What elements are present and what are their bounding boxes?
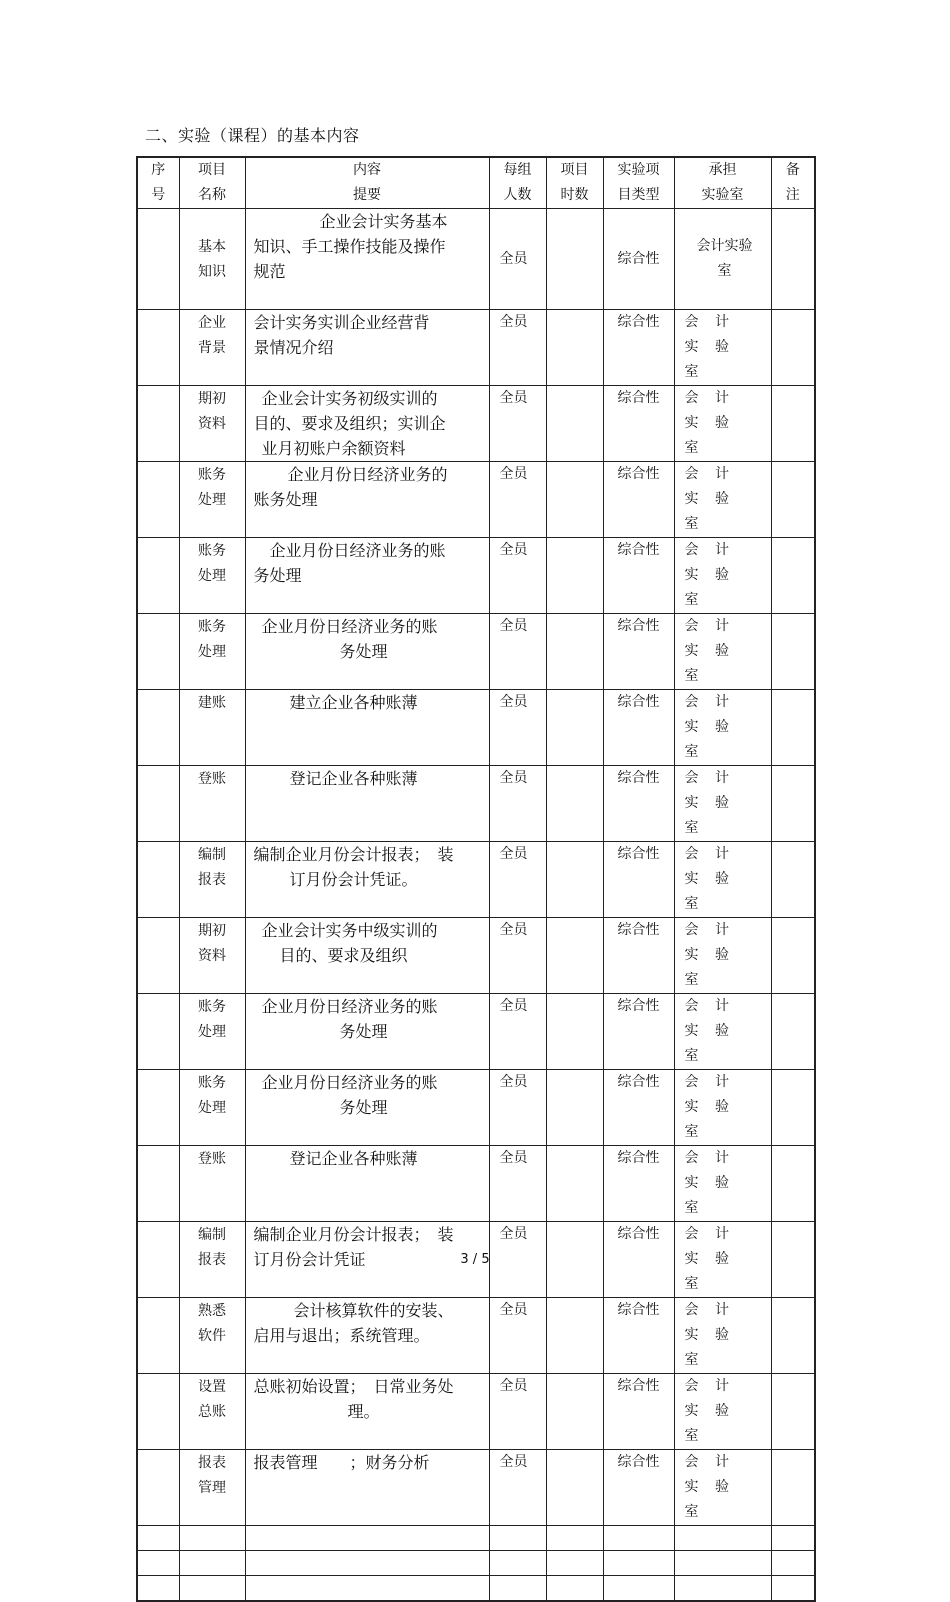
type-cell: 综合性: [603, 1298, 674, 1374]
table-row: [137, 1374, 815, 1450]
notes-cell: [771, 918, 815, 994]
table-row: [137, 1070, 815, 1146]
empty-cell: [771, 1576, 815, 1602]
header-row: [137, 157, 815, 209]
empty-cell: [674, 1551, 771, 1576]
group-size-cell: 全员: [489, 842, 546, 918]
table-row: [137, 538, 815, 614]
content-cell: 企业月份日经济业务的账 务处理: [245, 994, 489, 1070]
notes-cell: [771, 1070, 815, 1146]
notes-cell: [771, 766, 815, 842]
empty-cell: [245, 1551, 489, 1576]
type-cell: 综合性: [603, 462, 674, 538]
empty-cell: [546, 1526, 603, 1551]
header-lab: 承担 实验室: [674, 157, 771, 209]
item-name-cell: 企业 背景: [179, 310, 245, 386]
type-cell: 综合性: [603, 1146, 674, 1222]
hours-cell: [546, 994, 603, 1070]
item-name-cell: 期初 资料: [179, 386, 245, 462]
header-seq: 序 号: [137, 157, 179, 209]
item-name-cell: 编制 报表: [179, 1222, 245, 1298]
table-row: [137, 462, 815, 538]
empty-cell: [771, 1526, 815, 1551]
seq-cell: [137, 842, 179, 918]
notes-cell: [771, 209, 815, 310]
empty-row: [137, 1526, 815, 1551]
group-size-cell: 全员: [489, 209, 546, 310]
type-cell: 综合性: [603, 766, 674, 842]
type-cell: 综合性: [603, 614, 674, 690]
empty-cell: [245, 1576, 489, 1602]
group-size-cell: 全员: [489, 690, 546, 766]
content-cell: 企业月份日经济业务的账 务处理: [245, 1070, 489, 1146]
seq-cell: [137, 1450, 179, 1526]
empty-cell: [603, 1576, 674, 1602]
type-cell: 综合性: [603, 1070, 674, 1146]
group-size-cell: 全员: [489, 1298, 546, 1374]
notes-cell: [771, 1450, 815, 1526]
group-size-cell: 全员: [489, 1222, 546, 1298]
seq-cell: [137, 614, 179, 690]
content-cell: 编制企业月份会计报表； 装 订月份会计凭证。: [245, 842, 489, 918]
content-cell: 会计核算软件的安装、 启用与退出；系统管理。: [245, 1298, 489, 1374]
item-name-cell: 登账: [179, 766, 245, 842]
type-cell: 综合性: [603, 538, 674, 614]
table-row: [137, 386, 815, 462]
lab-cell: 会 计 实 验 室: [674, 614, 771, 690]
seq-cell: [137, 209, 179, 310]
hours-cell: [546, 538, 603, 614]
table-row: [137, 209, 815, 310]
experiment-content-table: [136, 156, 816, 1602]
item-name-cell: 编制 报表: [179, 842, 245, 918]
item-name-cell: 账务 处理: [179, 462, 245, 538]
content-cell: 总账初始设置； 日常业务处 理。: [245, 1374, 489, 1450]
hours-cell: [546, 1374, 603, 1450]
item-name-cell: 报表 管理: [179, 1450, 245, 1526]
notes-cell: [771, 1146, 815, 1222]
table-row: [137, 1298, 815, 1374]
content-cell: 报表管理 ；财务分析: [245, 1450, 489, 1526]
table-row: [137, 614, 815, 690]
empty-cell: [674, 1576, 771, 1602]
empty-cell: [489, 1576, 546, 1602]
empty-cell: [179, 1576, 245, 1602]
hours-cell: [546, 1450, 603, 1526]
type-cell: 综合性: [603, 1450, 674, 1526]
hours-cell: [546, 1070, 603, 1146]
lab-cell: 会 计 实 验 室: [674, 1374, 771, 1450]
empty-cell: [489, 1526, 546, 1551]
table-row: [137, 766, 815, 842]
hours-cell: [546, 1146, 603, 1222]
content-cell: 登记企业各种账薄: [245, 766, 489, 842]
lab-cell: 会 计 实 验 室: [674, 1146, 771, 1222]
notes-cell: [771, 538, 815, 614]
notes-cell: [771, 1298, 815, 1374]
group-size-cell: 全员: [489, 1450, 546, 1526]
table-row: [137, 310, 815, 386]
empty-cell: [674, 1526, 771, 1551]
item-name-cell: 期初 资料: [179, 918, 245, 994]
table-row: [137, 994, 815, 1070]
empty-cell: [179, 1551, 245, 1576]
header-notes: 备 注: [771, 157, 815, 209]
header-item-name: 项目 名称: [179, 157, 245, 209]
type-cell: 综合性: [603, 1374, 674, 1450]
item-name-cell: 账务 处理: [179, 538, 245, 614]
type-cell: 综合性: [603, 1222, 674, 1298]
seq-cell: [137, 310, 179, 386]
hours-cell: [546, 209, 603, 310]
lab-cell: 会 计 实 验 室: [674, 842, 771, 918]
empty-cell: [603, 1551, 674, 1576]
hours-cell: [546, 614, 603, 690]
lab-cell: 会 计 实 验 室: [674, 538, 771, 614]
table-row: [137, 1146, 815, 1222]
type-cell: 综合性: [603, 690, 674, 766]
content-cell: 企业月份日经济业务的 账务处理: [245, 462, 489, 538]
hours-cell: [546, 1298, 603, 1374]
hours-cell: [546, 690, 603, 766]
table-row: [137, 918, 815, 994]
item-name-cell: 登账: [179, 1146, 245, 1222]
group-size-cell: 全员: [489, 766, 546, 842]
group-size-cell: 全员: [489, 462, 546, 538]
empty-row: [137, 1576, 815, 1602]
empty-cell: [179, 1526, 245, 1551]
empty-cell: [489, 1551, 546, 1576]
lab-cell: 会 计 实 验 室: [674, 1222, 771, 1298]
section-title: 二、实验（课程）的基本内容: [145, 126, 360, 145]
notes-cell: [771, 462, 815, 538]
content-cell: 企业会计实务初级实训的 目的、要求及组织；实训企 业月初账户余额资料: [245, 386, 489, 462]
seq-cell: [137, 386, 179, 462]
lab-cell: 会 计 实 验 室: [674, 462, 771, 538]
seq-cell: [137, 918, 179, 994]
header-content: 内容 提要: [245, 157, 489, 209]
seq-cell: [137, 462, 179, 538]
empty-cell: [546, 1576, 603, 1602]
group-size-cell: 全员: [489, 386, 546, 462]
empty-cell: [137, 1576, 179, 1602]
empty-cell: [546, 1551, 603, 1576]
hours-cell: [546, 310, 603, 386]
table-row: [137, 690, 815, 766]
type-cell: 综合性: [603, 310, 674, 386]
seq-cell: [137, 1146, 179, 1222]
content-cell: 登记企业各种账薄: [245, 1146, 489, 1222]
item-name-cell: 建账: [179, 690, 245, 766]
content-cell: 编制企业月份会计报表； 装 订月份会计凭证: [245, 1222, 489, 1298]
group-size-cell: 全员: [489, 614, 546, 690]
group-size-cell: 全员: [489, 1374, 546, 1450]
empty-cell: [771, 1551, 815, 1576]
item-name-cell: 账务 处理: [179, 1070, 245, 1146]
group-size-cell: 全员: [489, 538, 546, 614]
content-cell: 企业会计实务中级实训的 目的、要求及组织: [245, 918, 489, 994]
lab-cell: 会 计 实 验 室: [674, 310, 771, 386]
lab-cell: 会 计 实 验 室: [674, 1070, 771, 1146]
notes-cell: [771, 690, 815, 766]
group-size-cell: 全员: [489, 1146, 546, 1222]
seq-cell: [137, 538, 179, 614]
hours-cell: [546, 766, 603, 842]
notes-cell: [771, 386, 815, 462]
empty-cell: [137, 1551, 179, 1576]
empty-cell: [137, 1526, 179, 1551]
lab-cell: 会 计 实 验 室: [674, 994, 771, 1070]
type-cell: 综合性: [603, 842, 674, 918]
content-cell: 企业月份日经济业务的账 务处理: [245, 538, 489, 614]
lab-cell: 会 计 实 验 室: [674, 386, 771, 462]
type-cell: 综合性: [603, 994, 674, 1070]
group-size-cell: 全员: [489, 994, 546, 1070]
notes-cell: [771, 614, 815, 690]
item-name-cell: 基本 知识: [179, 209, 245, 310]
type-cell: 综合性: [603, 209, 674, 310]
seq-cell: [137, 1070, 179, 1146]
empty-row: [137, 1551, 815, 1576]
seq-cell: [137, 766, 179, 842]
content-cell: 企业月份日经济业务的账 务处理: [245, 614, 489, 690]
group-size-cell: 全员: [489, 1070, 546, 1146]
hours-cell: [546, 462, 603, 538]
item-name-cell: 熟悉 软件: [179, 1298, 245, 1374]
group-size-cell: 全员: [489, 918, 546, 994]
type-cell: 综合性: [603, 918, 674, 994]
content-cell: 企业会计实务基本 知识、手工操作技能及操作 规范: [245, 209, 489, 310]
notes-cell: [771, 310, 815, 386]
notes-cell: [771, 842, 815, 918]
seq-cell: [137, 1374, 179, 1450]
table-row: [137, 1450, 815, 1526]
table-row: [137, 842, 815, 918]
lab-cell: 会计实验 室: [674, 209, 771, 310]
header-group-size: 每组 人数: [489, 157, 546, 209]
lab-cell: 会 计 实 验 室: [674, 1298, 771, 1374]
seq-cell: [137, 1298, 179, 1374]
hours-cell: [546, 918, 603, 994]
group-size-cell: 全员: [489, 310, 546, 386]
hours-cell: [546, 842, 603, 918]
content-cell: 建立企业各种账薄: [245, 690, 489, 766]
page-number: 3 / 5: [460, 1252, 490, 1267]
header-type: 实验项 目类型: [603, 157, 674, 209]
seq-cell: [137, 690, 179, 766]
header-hours: 项目 时数: [546, 157, 603, 209]
empty-cell: [245, 1526, 489, 1551]
notes-cell: [771, 1374, 815, 1450]
empty-cell: [603, 1526, 674, 1551]
item-name-cell: 设置 总账: [179, 1374, 245, 1450]
content-cell: 会计实务实训企业经营背 景情况介绍: [245, 310, 489, 386]
seq-cell: [137, 994, 179, 1070]
lab-cell: 会 计 实 验 室: [674, 766, 771, 842]
type-cell: 综合性: [603, 386, 674, 462]
lab-cell: 会 计 实 验 室: [674, 1450, 771, 1526]
lab-cell: 会 计 实 验 室: [674, 918, 771, 994]
notes-cell: [771, 994, 815, 1070]
item-name-cell: 账务 处理: [179, 994, 245, 1070]
item-name-cell: 账务 处理: [179, 614, 245, 690]
hours-cell: [546, 386, 603, 462]
lab-cell: 会 计 实 验 室: [674, 690, 771, 766]
